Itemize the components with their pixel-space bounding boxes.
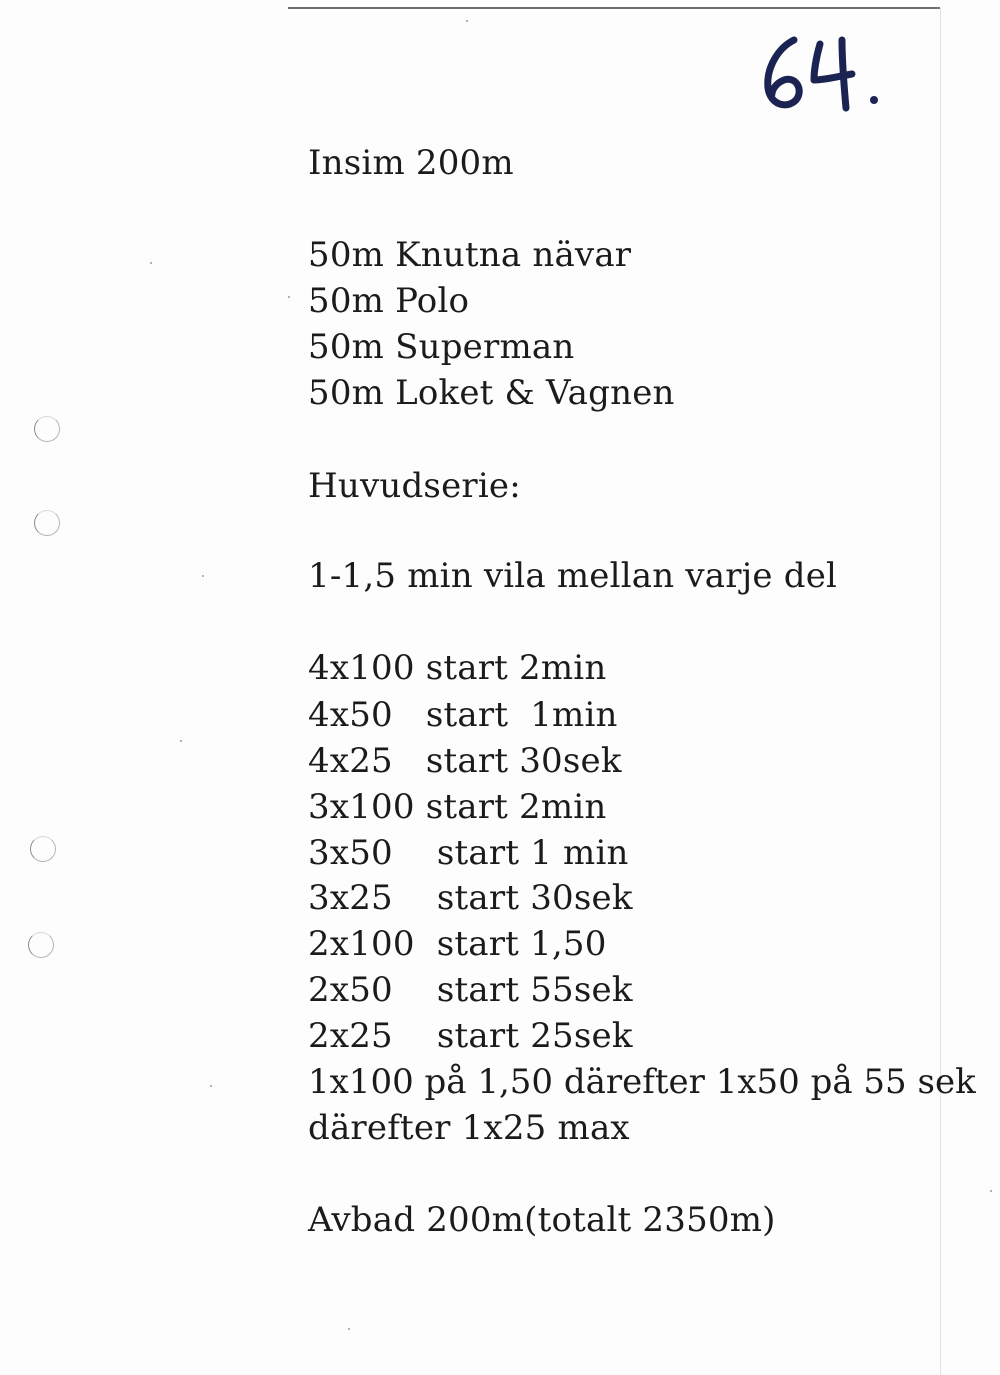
scan-speck	[210, 1085, 212, 1087]
handwritten-page-number	[756, 30, 892, 114]
punch-hole-3	[30, 836, 56, 862]
set-line: 3x100 start 2min	[308, 787, 607, 827]
warmup-item: 50m Superman	[308, 327, 575, 367]
punch-hole-1	[34, 416, 60, 442]
warmup-item: 50m Loket & Vagnen	[308, 373, 675, 413]
scan-speck	[990, 1190, 992, 1192]
set-line: 4x50 start 1min	[308, 695, 618, 735]
punch-hole-4	[28, 932, 54, 958]
scan-speck	[348, 1328, 350, 1330]
set-line: 3x25 start 30sek	[308, 878, 633, 918]
scan-speck	[180, 740, 182, 742]
warmup-item: 50m Polo	[308, 281, 470, 321]
scan-speck	[150, 262, 152, 264]
set-line: 2x50 start 55sek	[308, 970, 633, 1010]
set-line-continuation: därefter 1x25 max	[308, 1108, 630, 1148]
set-line: 1x100 på 1,50 därefter 1x50 på 55 sek	[308, 1062, 976, 1102]
scan-speck	[288, 296, 290, 298]
main-set-heading: Huvudserie:	[308, 466, 521, 506]
set-line: 4x25 start 30sek	[308, 741, 622, 781]
warmup-heading: Insim 200m	[308, 143, 514, 183]
set-line: 2x100 start 1,50	[308, 924, 607, 964]
cooldown-line: Avbad 200m(totalt 2350m)	[308, 1200, 776, 1240]
scan-speck	[466, 20, 468, 22]
scan-speck	[202, 575, 204, 577]
right-page-edge	[940, 8, 941, 1375]
set-line: 4x100 start 2min	[308, 648, 607, 688]
set-line: 3x50 start 1 min	[308, 833, 629, 873]
warmup-item: 50m Knutna nävar	[308, 235, 632, 275]
punch-hole-2	[34, 510, 60, 536]
rest-note: 1-1,5 min vila mellan varje del	[308, 556, 838, 596]
top-edge-line	[288, 7, 940, 9]
set-line: 2x25 start 25sek	[308, 1016, 633, 1056]
